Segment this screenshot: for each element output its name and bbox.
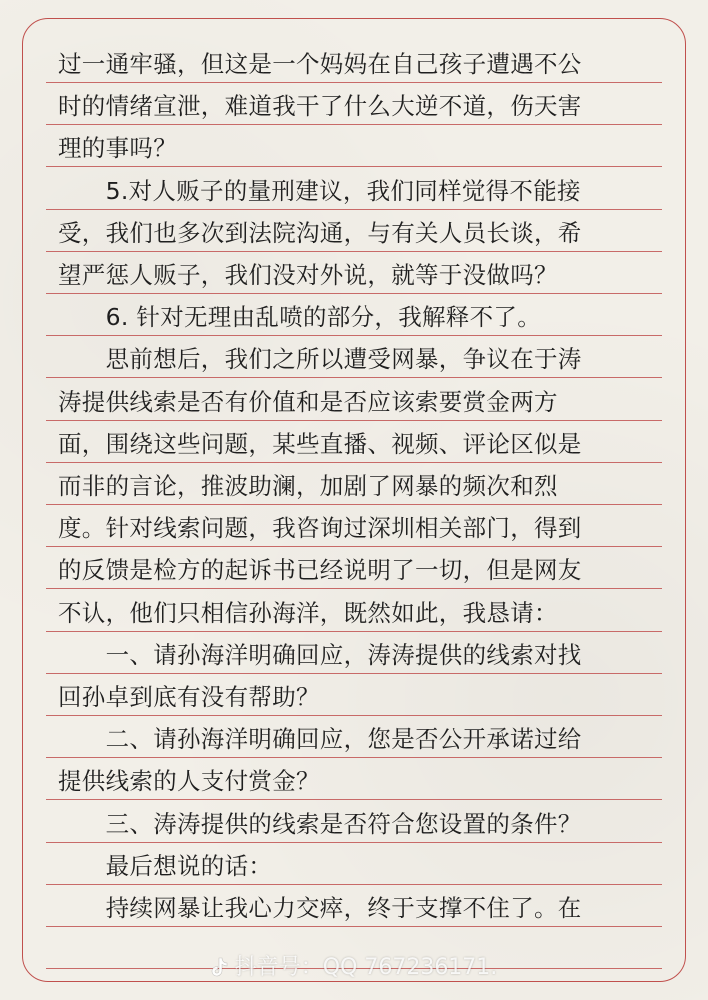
ruled-line xyxy=(46,546,662,547)
ruled-line xyxy=(46,82,662,83)
text-line: 提供线索的人支付赏金？ xyxy=(58,767,320,796)
text-line: 持续网暴让我心力交瘁，终于支撑不住了。在 xyxy=(58,894,582,922)
watermark-text: 抖音号：QQ 767236171. xyxy=(234,955,498,980)
ruled-line xyxy=(46,377,662,378)
ruled-line xyxy=(46,673,662,674)
text-line: 时的情绪宣泄，难道我干了什么大逆不道，伤天害 xyxy=(58,92,582,121)
text-line: 过一通牢骚，但这是一个妈妈在自己孩子遭遇不公 xyxy=(58,50,582,78)
ruled-line xyxy=(46,335,662,336)
text-line: 理的事吗？ xyxy=(58,134,177,163)
ruled-line xyxy=(46,842,662,843)
text-line: 度。针对线索问题，我咨询过深圳相关部门，得到 xyxy=(58,514,582,543)
text-line: 涛提供线索是否有价值和是否应该索要赏金两方 xyxy=(58,387,558,416)
text-line: 二、请孙海洋明确回应，您是否公开承诺过给 xyxy=(58,725,582,754)
text-line: 不认，他们只相信孙海洋，既然如此，我恳请： xyxy=(58,598,558,627)
ruled-line xyxy=(46,799,662,800)
ruled-line xyxy=(46,926,662,927)
text-line: 受，我们也多次到法院沟通，与有关人员长谈，希 xyxy=(58,218,582,247)
text-line: 而非的言论，推波助澜，加剧了网暴的频次和烈 xyxy=(58,472,558,500)
ruled-line xyxy=(46,462,662,463)
text-line: 最后想说的话： xyxy=(58,851,273,880)
text-line: 5.对人贩子的量刑建议，我们同样觉得不能接 xyxy=(58,176,581,205)
ruled-line xyxy=(46,757,662,758)
ruled-line xyxy=(46,293,662,294)
ruled-line xyxy=(46,504,662,505)
text-line: 三、涛涛提供的线索是否符合您设置的条件？ xyxy=(58,809,582,838)
tiktok-logo-icon xyxy=(211,957,229,977)
ruled-line xyxy=(46,124,662,125)
ruled-line xyxy=(46,420,662,421)
ruled-line xyxy=(46,251,662,252)
ruled-line xyxy=(46,166,662,167)
watermark xyxy=(0,950,708,981)
text-line: 思前想后，我们之所以遭受网暴，争议在于涛 xyxy=(58,345,582,374)
text-line: 望严惩人贩子，我们没对外说，就等于没做吗？ xyxy=(58,261,558,289)
ruled-line xyxy=(46,884,662,885)
text-line: 回孙卓到底有没有帮助？ xyxy=(58,683,320,711)
text-line: 面，围绕这些问题，某些直播、视频、评论区似是 xyxy=(58,429,582,458)
ruled-line xyxy=(46,588,662,589)
ruled-line xyxy=(46,715,662,716)
ruled-line xyxy=(46,209,662,210)
text-line: 的反馈是检方的起诉书已经说明了一切，但是网友 xyxy=(58,556,582,585)
ruled-line xyxy=(46,631,662,632)
text-line: 6. 针对无理由乱喷的部分，我解释不了。 xyxy=(58,303,541,332)
text-line: 一、请孙海洋明确回应，涛涛提供的线索对找 xyxy=(58,640,582,669)
